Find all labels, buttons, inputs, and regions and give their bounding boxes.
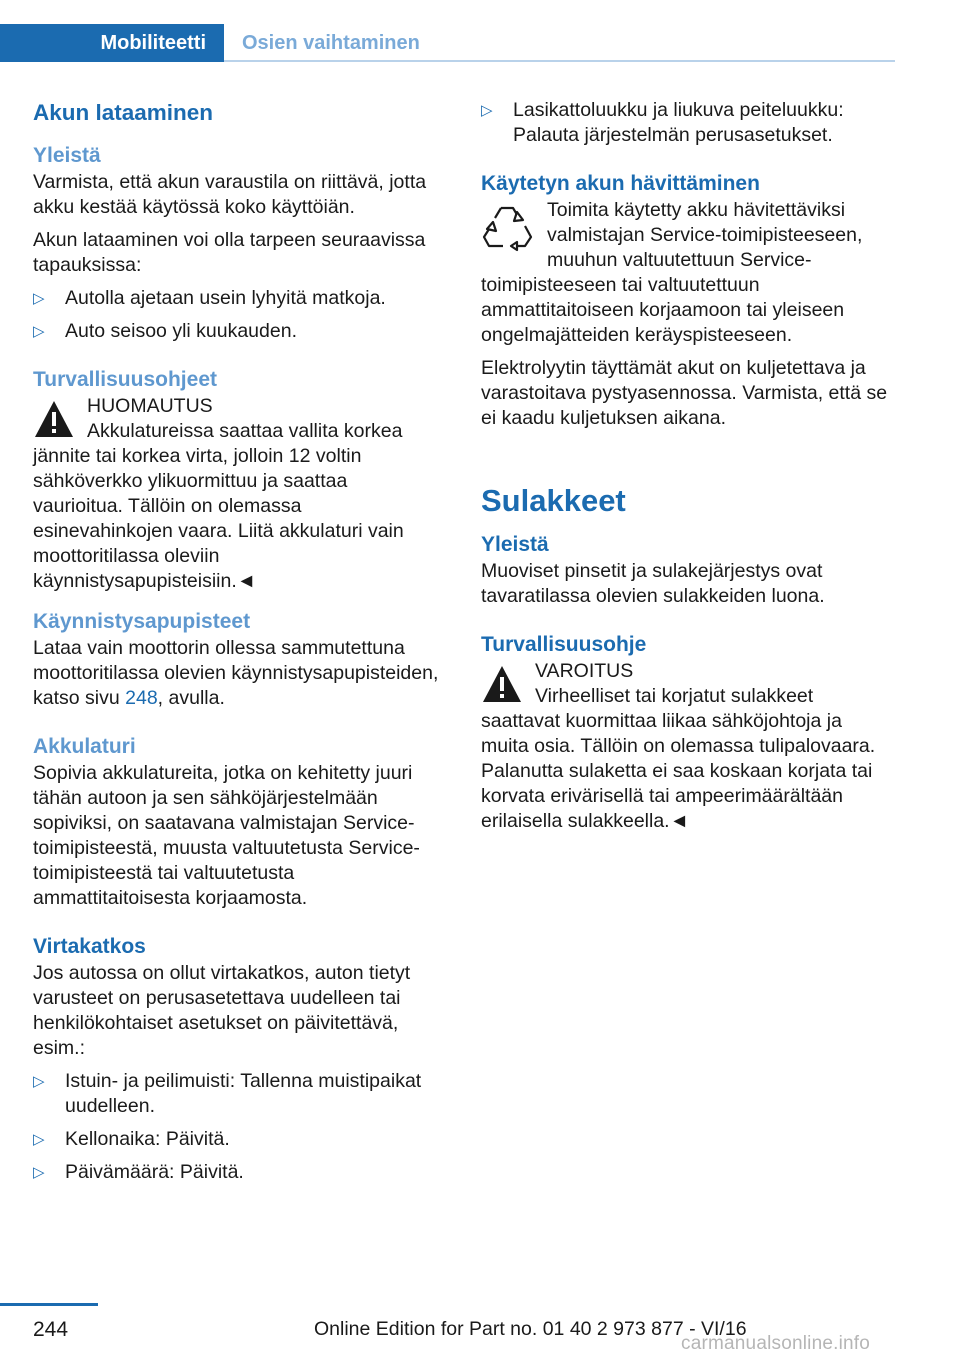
bullet-list <box>481 98 895 148</box>
warning-text: Virheelliset tai korjatut sulakkeet saattavat kuormittaa liikaa sähköjohtoja ja muita osia. Tällöin on olemassa tulipalovaara. Palanutta sulaketta ei saa koskaan korjata tai korvata erivärisellä tai ampeerimäärältään erilaisella sulakkeella.◄ <box>481 685 876 832</box>
section-title-akun-lataaminen: Akun lataaminen <box>33 100 214 125</box>
recycle-icon <box>481 200 533 252</box>
warning-triangle-icon <box>481 663 523 705</box>
subheading-kaytetyn-akun-havittaminen: Käytetyn akun hävittäminen <box>481 172 760 195</box>
footer-rule <box>0 1303 98 1306</box>
list-item-text: Kellonaika: Päivitä. <box>65 1128 230 1150</box>
chapter-title-sulakkeet: Sulakkeet <box>481 483 626 518</box>
watermark: carmanualsonline.info <box>681 1333 871 1354</box>
paragraph: Elektrolyytin täyttämät akut on kuljetettava ja varastoitava pystyasennossa. Varmista, että se ei kaadu kuljetuksen aikana. <box>481 357 888 429</box>
warning-notice <box>33 394 441 594</box>
tab-osien-vaihtaminen[interactable]: Osien vaihtaminen <box>242 31 420 54</box>
page-link[interactable]: 248 <box>125 687 158 709</box>
page-header <box>0 0 895 62</box>
list-item <box>481 98 895 148</box>
warning-notice <box>481 659 895 834</box>
tab-mobiliteetti[interactable]: Mobiliteetti <box>0 24 224 62</box>
paragraph: Muoviset pinsetit ja sulakejärjestys ovat tavaratilassa olevien sulakkeiden luona. <box>481 560 825 607</box>
page-number: 244 <box>33 1318 69 1341</box>
list-item-text: Istuin- ja peilimuisti: Tallenna muistipaikat uudelleen. <box>65 1070 422 1117</box>
right-column <box>481 98 895 834</box>
recycle-notice <box>481 198 895 348</box>
edition-info: Online Edition for Part no. 01 40 2 973 877 - VI/16 <box>314 1318 747 1340</box>
paragraph: Akun lataaminen voi olla tarpeen seuraavissa tapauksissa: <box>33 229 426 276</box>
triangle-right-icon: ▷ <box>33 1073 45 1090</box>
list-item-text: Autolla ajetaan usein lyhyitä matkoja. <box>65 287 386 309</box>
disposal-text: Toimita käytetty akku hävitettäviksi valmistajan Service-toimipisteeseen, muuhun valtuutettuun Service-toimipisteeseen tai valtuutettuun ammattitaitoiseen korjaamoon tai yleiseen ongelmajätteiden keräyspisteeseen. <box>481 199 863 346</box>
list-item-text: Lasikattoluukku ja liukuva peiteluukku: Palauta järjestelmän perusasetukset. <box>513 99 844 146</box>
paragraph: Jos autossa on ollut virtakatkos, auton tietyt varusteet on perusasetettava uudelleen tai henkilökohtaiset asetukset on päivitettävä, esim.: <box>33 962 411 1059</box>
subheading-yleista: Yleistä <box>33 144 101 167</box>
triangle-right-icon: ▷ <box>481 102 493 119</box>
warning-label: VAROITUS <box>535 660 634 682</box>
triangle-right-icon: ▷ <box>33 290 45 307</box>
list-item <box>33 286 441 311</box>
paragraph: Lataa vain moottorin ollessa sammutettuna moottoritilassa olevien käynnistysapupisteiden, katso sivu 248, avulla. <box>33 637 439 709</box>
triangle-right-icon: ▷ <box>33 323 45 340</box>
subheading-kaynnistysapupisteet: Käynnistysapupisteet <box>33 610 251 633</box>
triangle-right-icon: ▷ <box>33 1164 45 1181</box>
warning-triangle-icon <box>33 398 75 440</box>
header-divider <box>224 60 895 62</box>
subheading-turvallisuusohje: Turvallisuusohje <box>481 633 647 656</box>
bullet-list <box>33 1069 441 1185</box>
warning-label: HUOMAUTUS <box>87 395 213 417</box>
subheading-yleista: Yleistä <box>481 533 549 556</box>
subheading-akkulaturi: Akkulaturi <box>33 735 136 758</box>
list-item <box>33 1069 441 1119</box>
list-item <box>33 1160 441 1185</box>
bullet-list <box>33 286 441 344</box>
paragraph: Sopivia akkulatureita, jotka on kehitetty juuri tähän autoon ja sen sähköjärjestelmään sopiviksi, on saatavana valmistajan Service-toimipisteestä, muusta valtuutetusta Service-toimipisteestä tai valtuutetusta ammattitaitoisesta korjaamosta. <box>33 762 420 909</box>
list-item-text: Auto seisoo yli kuukauden. <box>65 320 297 342</box>
warning-text: Akkulatureissa saattaa vallita korkea jännite tai korkea virta, jolloin 12 voltin sähköverkko ylikuormittuu ja saattaa vaurioitua. Tällöin on olemassa esinevahinkojen vaara. Liitä akkulaturi vain moottoritilassa oleviin käynnistysapupisteisiin.◄ <box>33 420 404 592</box>
list-item <box>33 1127 441 1152</box>
list-item <box>33 319 441 344</box>
subheading-turvallisuusohjeet: Turvallisuusohjeet <box>33 368 217 391</box>
triangle-right-icon: ▷ <box>33 1131 45 1148</box>
paragraph: Varmista, että akun varaustila on riittävä, jotta akku kestää käytössä koko käyttöiän. <box>33 171 427 218</box>
subheading-virtakatkos: Virtakatkos <box>33 935 146 958</box>
left-column <box>33 98 441 1193</box>
list-item-text: Päivämäärä: Päivitä. <box>65 1161 244 1183</box>
